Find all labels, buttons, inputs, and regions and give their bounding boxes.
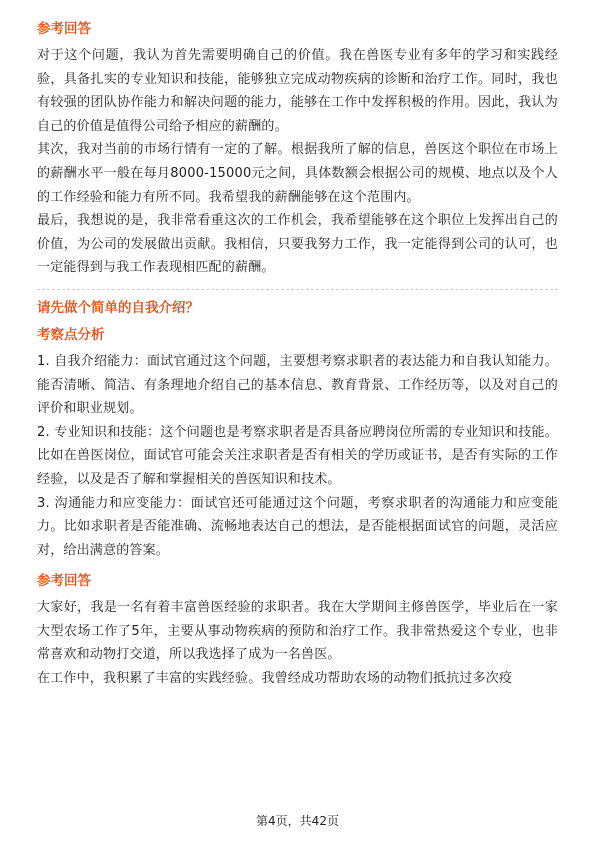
answer-paragraph: 对于这个问题，我认为首先需要明确自己的价值。我在兽医专业有多年的学习和实践经验，具备扎实的专业知识和技能，能够独立完成动物疾病的诊断和治疗工作。同时，我也有较强的团队协作能力和解决问题的能力，能够在工作中发挥积极的作用。因此，我认为自己的价值是值得公司给予相应的薪酬的。 bbox=[37, 48, 558, 134]
section-divider bbox=[37, 289, 558, 290]
answer-paragraph: 在工作中，我积累了丰富的实践经验。我曾经成功帮助农场的动物们抵抗过多次疫 bbox=[37, 671, 513, 687]
analysis-point: 1. 自我介绍能力：面试官通过这个问题，主要想考察求职者的表达能力和自我认知能力。能否清晰、简洁、有条理地介绍自己的基本信息、教育背景、工作经历等，以及对自己的评价和职业规划。 bbox=[37, 353, 558, 417]
analysis-point: 2. 专业知识和技能：这个问题也是考察求职者是否具备应聘岗位所需的专业知识和技能。比如在兽医岗位，面试官可能会关注求职者是否有相关的学历或证书，是否有实际的工作经验，以及是否了解和掌握相关的兽医知识和技术。 bbox=[37, 424, 558, 487]
answer-paragraph: 最后，我想说的是，我非常看重这次的工作机会，我希望能够在这个职位上发挥出自己的价值，为公司的发展做出贡献。我相信，只要我努力工作，我一定能得到公司的认可，也一定能得到与我工作表现相匹配的薪酬。 bbox=[37, 213, 558, 276]
question-title: 请先做个简单的自我介绍？ bbox=[37, 299, 199, 316]
analysis-point: 3. 沟通能力和应变能力：面试官还可能通过这个问题，考察求职者的沟通能力和应变能力。比如求职者是否能准确、流畅地表达自己的想法，是否能根据面试官的问题，灵活应对，给出满意的答案。 bbox=[37, 495, 558, 558]
section-heading-analysis: 考察点分析 bbox=[37, 326, 105, 343]
answer-paragraph: 其次，我对当前的市场行情有一定的了解。根据我所了解的信息，兽医这个职位在市场上的薪酬水平一般在每月8000-15000元之间，具体数额会根据公司的规模、地点以及个人的工作经验和能力有所不同。我希望我的薪酬能够在这个范围内。 bbox=[37, 142, 558, 205]
page-number-footer: 第4页，共42页 bbox=[256, 814, 339, 828]
answer-paragraph: 大家好，我是一名有着丰富兽医经验的求职者。我在大学期间主修兽医学，毕业后在一家大型农场工作了5年，主要从事动物疾病的预防和治疗工作。我非常热爱这个专业，也非常喜欢和动物打交道，所以我选择了成为一名兽医。 bbox=[37, 600, 558, 663]
section-heading-reference-answer: 参考回答 bbox=[37, 21, 91, 37]
page-content bbox=[37, 20, 558, 691]
section-heading-reference-answer: 参考回答 bbox=[37, 573, 91, 590]
